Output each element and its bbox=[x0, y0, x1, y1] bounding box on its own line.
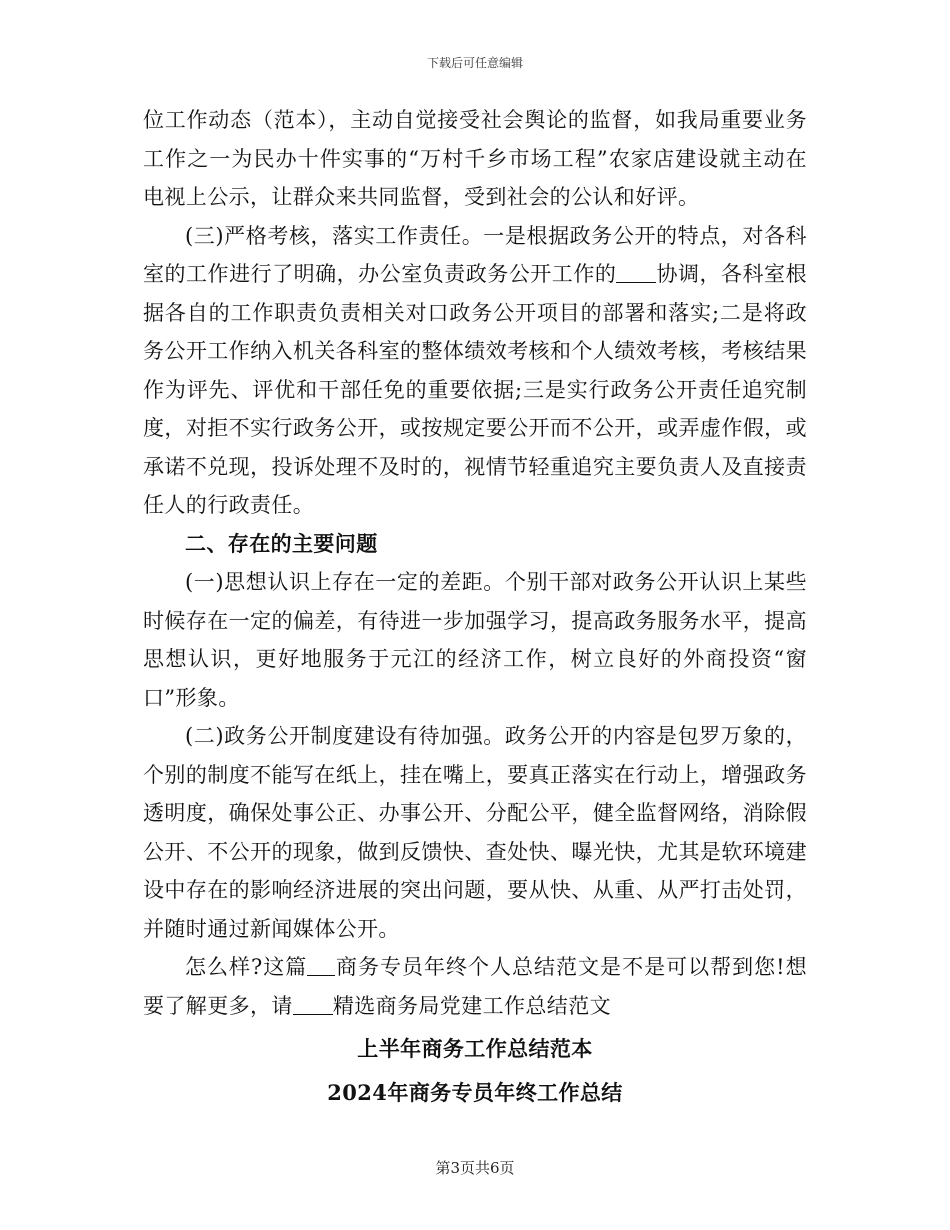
paragraph-2 bbox=[143, 217, 807, 525]
document-body bbox=[143, 101, 807, 1112]
page-header: 下载后可任意编辑 bbox=[426, 56, 523, 70]
fill-blank bbox=[293, 993, 333, 1015]
paragraph-1: 位工作动态（范本），主动自觉接受社会舆论的监督，如我局重要业务工作之一为民办十件实事的“万村千乡市场工程”农家店建设就主动在电视上公示，让群众来共同监督，受到社会的公认和好评。 bbox=[143, 108, 807, 209]
paragraph-2-part-b: 协调，各科室根据各自的工作职责负责相关对口政务公开项目的部署和落实;二是将政务公开工作纳入机关各科室的整体绩效考核和个人绩效考核，考核结果作为评先、评优和干部任免的重要依据;三是实行政务公开责任追究制度，对拒不实行政务公开，或按规定要公开而不公开，或弄虚作假，或承诺不兑现，投诉处理不及时的，视情节轻重追究主要负责人及直接责任人的行政责任。 bbox=[143, 262, 807, 517]
paragraph-2-part-a: (三)严格考核，落实工作责任。一是根据政务公开的特点，对各科室的工作进行了明确，办公室负责政务公开工作的 bbox=[143, 223, 807, 286]
paragraph-4: (二)政务公开制度建设有待加强。政务公开的内容是包罗万象的，个别的制度不能写在纸上，挂在嘴上，要真正落实在行动上，增强政务透明度，确保处事公正、办事公开、分配公平，健全监督网络，消除假公开、不公开的现象，做到反馈快、查处快、曝光快，尤其是软环境建设中存在的影响经济进展的突出问题，要从快、从重、从严打击处罚，并随时通过新闻媒体公开。 bbox=[143, 724, 807, 941]
related-title-1: 上半年商务工作总结范本 bbox=[357, 1036, 593, 1061]
paragraph-3: (一)思想认识上存在一定的差距。个别干部对政务公开认识上某些时候存在一定的偏差，有待进一步加强学习，提高政务服务水平，提高思想认识，更好地服务于元江的经济工作，树立良好的外商投资“窗口”形象。 bbox=[143, 570, 807, 710]
paragraph-5-part-a: 怎么样?这篇 bbox=[185, 955, 308, 979]
paragraph-5-part-b: 商务专员年终个人总结范文是不是可以帮到您!想要了解更多，请 bbox=[143, 955, 807, 1018]
paragraph-5-part-c: 精选商务局党建工作总结范文 bbox=[332, 993, 612, 1018]
page-footer: 第3页共6页 bbox=[435, 1159, 515, 1177]
paragraph-5 bbox=[143, 948, 807, 1025]
fill-blank bbox=[616, 261, 656, 283]
related-title-2: 2024年商务专员年终工作总结 bbox=[327, 1079, 623, 1105]
section-heading-2: 二、存在的主要问题 bbox=[185, 530, 378, 556]
fill-blank bbox=[307, 954, 335, 976]
